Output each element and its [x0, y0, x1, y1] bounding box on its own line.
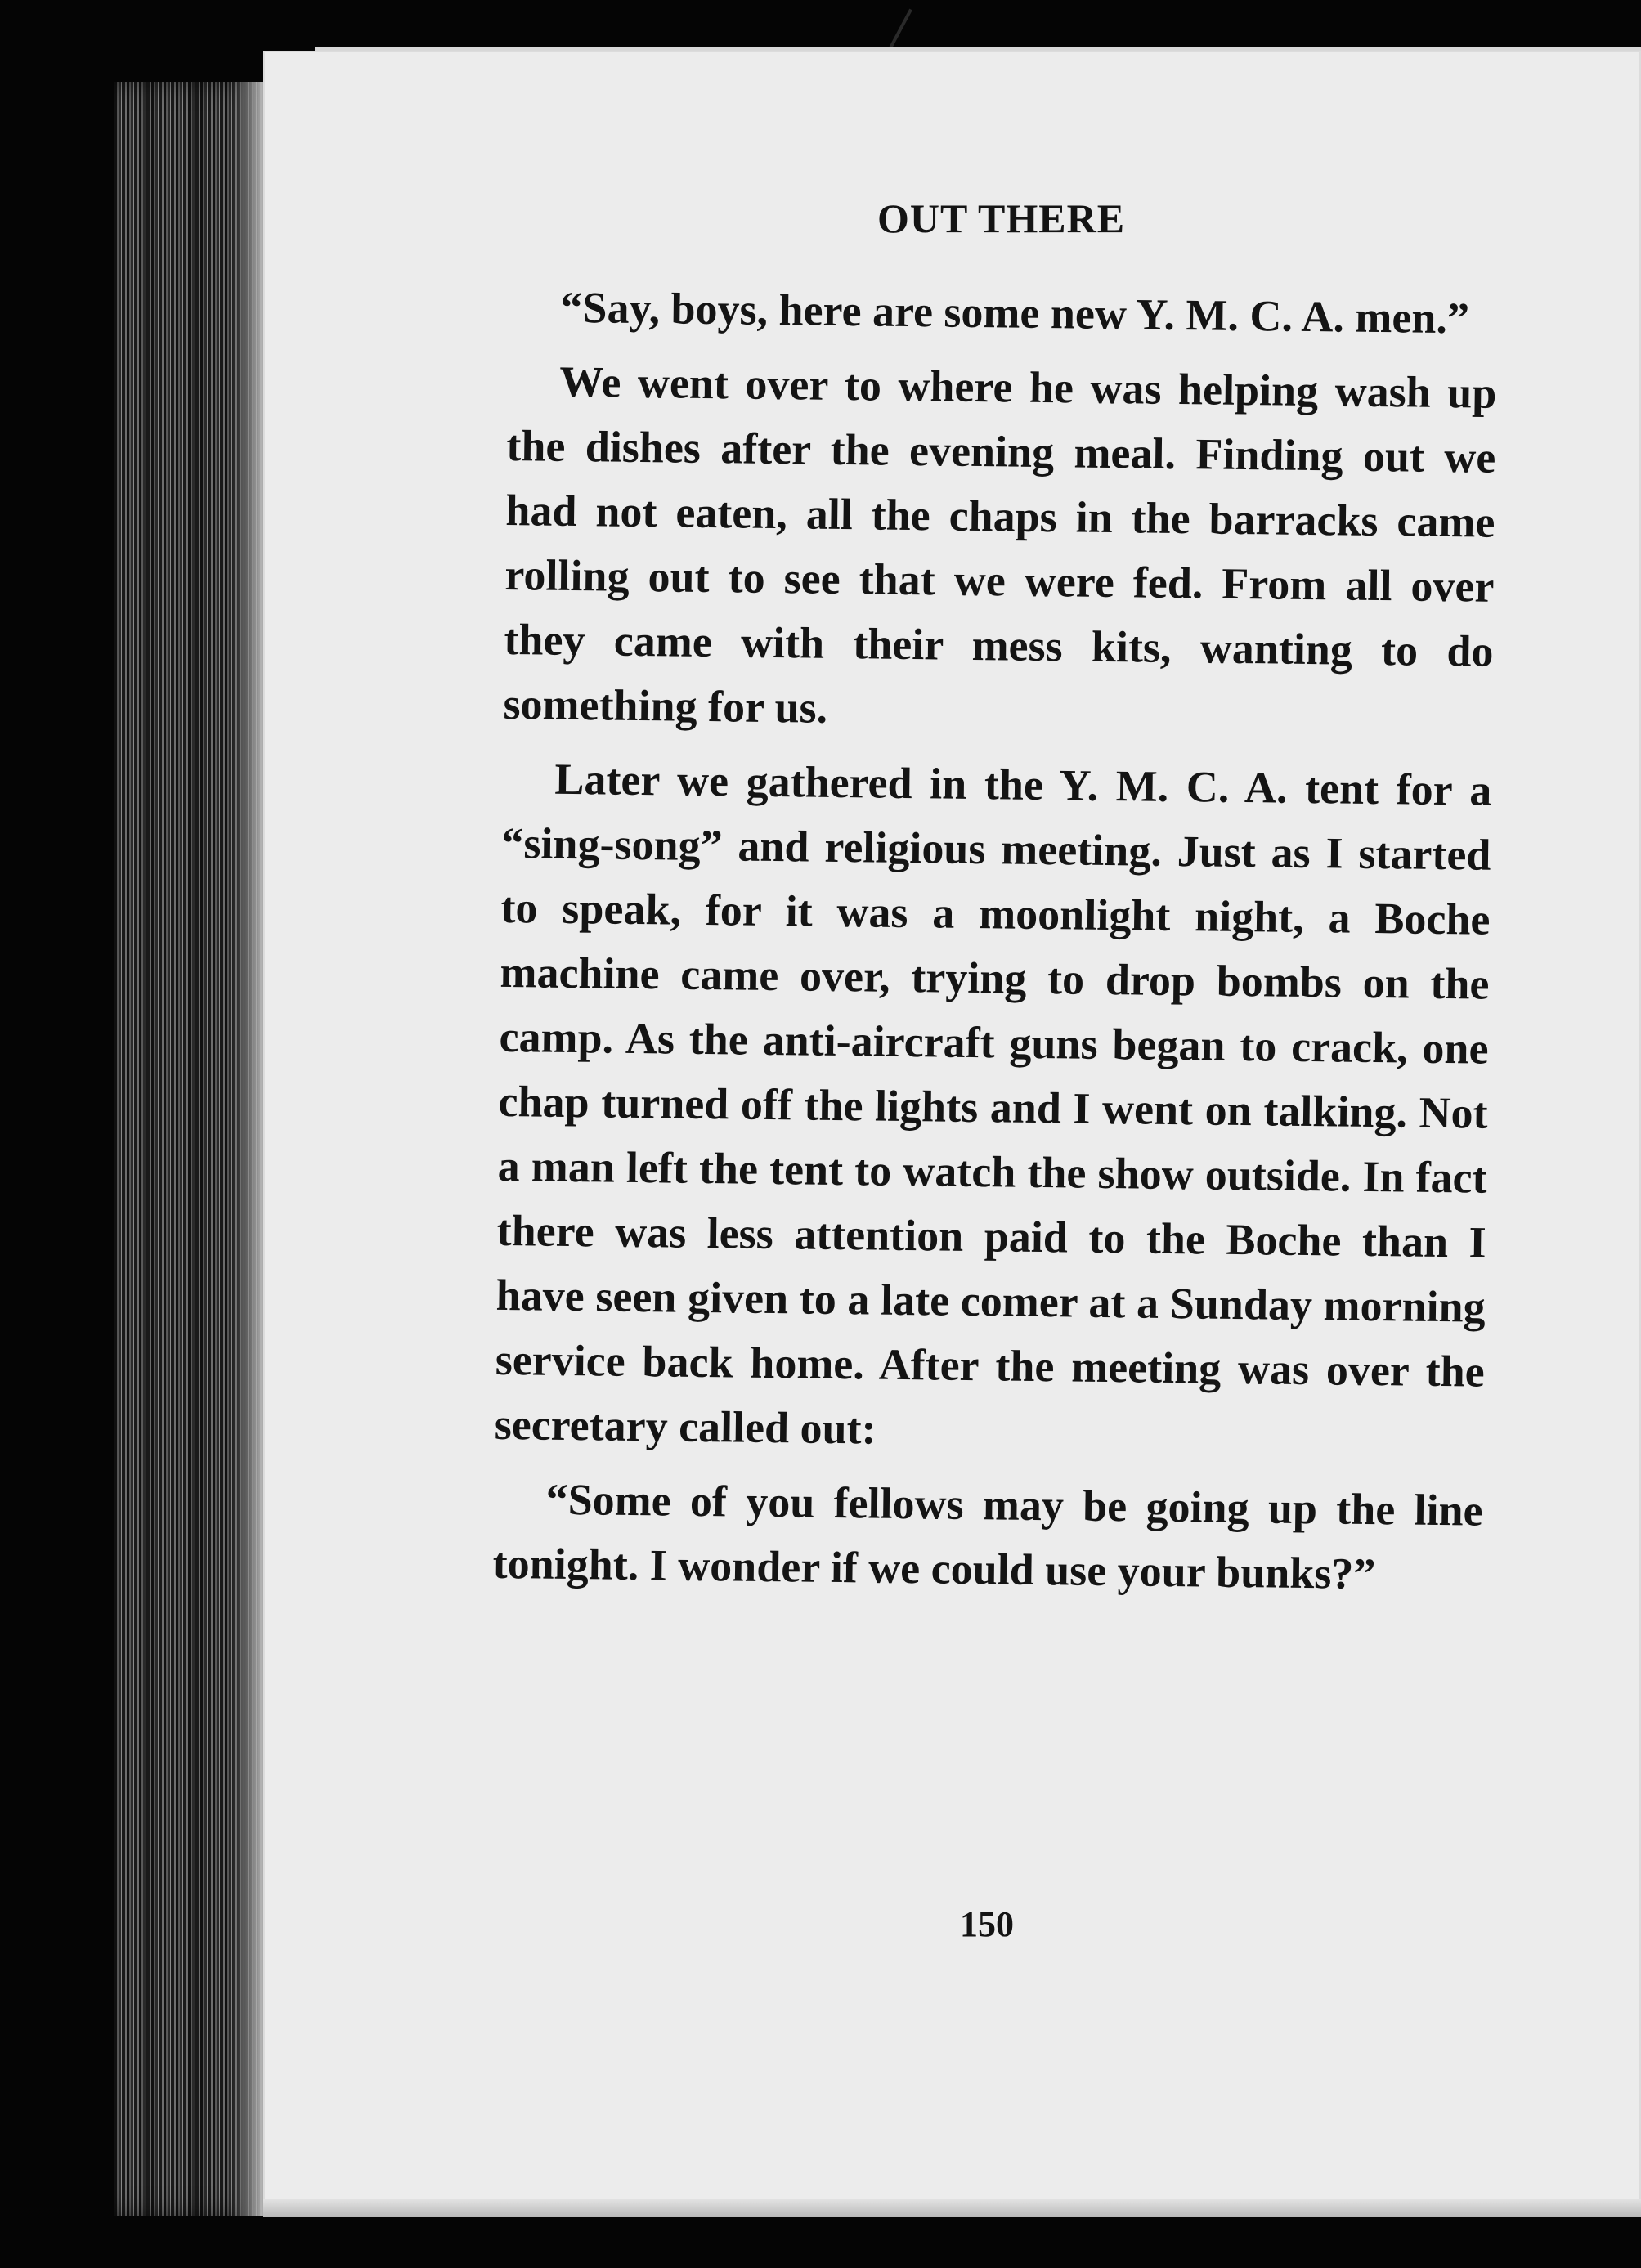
paragraph: We went over to where he was helping wash up the dishes after the evening meal. Finding out we had not eaten, all the chaps in the barracks came rolling out to see that we were fed. From all over they came with their mess kits, wanting to do something for us.: [503, 356, 1497, 733]
paragraph: “Say, boys, here are some new Y. M. C. A. men.”: [560, 282, 1470, 343]
page-edge-binding: [114, 82, 263, 2216]
page-number: 150: [960, 1904, 1014, 1944]
paragraph: “Some of you fellows may be going up the line tonight. I wonder if we could use your bunks?”: [492, 1474, 1483, 1599]
running-head: OUT THERE: [877, 195, 1126, 241]
paragraph: Later we gathered in the Y. M. C. A. tent for a “sing-song” and religious meeting. Just as I started to speak, for it was a moonlight night, a Boche machine came over, trying to drop bombs on the camp. As the anti-aircraft guns began to crack, one chap turned off the lights and I went on talking. Not a man left the tent to watch the show outside. In fact there was less attention paid to the Boche than I have seen given to a late comer at a Sunday morning service back home. After the meeting was over the secretary called out:: [494, 754, 1492, 1454]
page-bottom-edge: [263, 2199, 1641, 2217]
body-text: [492, 275, 1498, 1618]
